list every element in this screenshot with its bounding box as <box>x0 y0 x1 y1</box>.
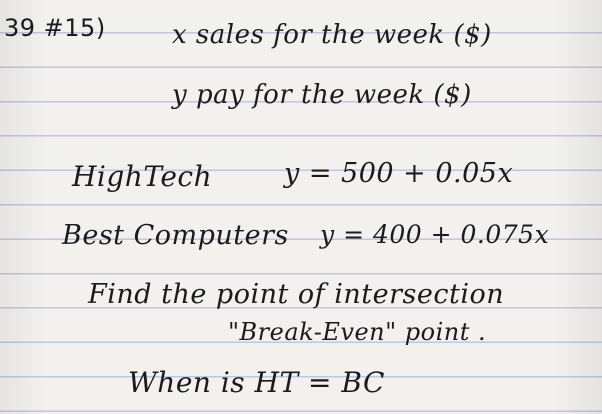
bestcomputers-equation: y = 400 + 0.075x <box>320 220 550 249</box>
x-variable-definition: x sales for the week ($) <box>172 20 492 50</box>
y-variable-definition: y pay for the week ($) <box>172 80 472 110</box>
bestcomputers-label: Best Computers <box>62 220 289 251</box>
problem-number: 39 #15) <box>4 14 106 42</box>
find-intersection-instruction: Find the point of intersection <box>88 279 505 310</box>
hightech-equation: y = 500 + 0.05x <box>284 158 514 189</box>
ht-equals-bc-condition: When is HT = BC <box>128 366 385 399</box>
hightech-label: HighTech <box>72 160 213 193</box>
break-even-note: "Break-Even" point . <box>228 318 487 346</box>
